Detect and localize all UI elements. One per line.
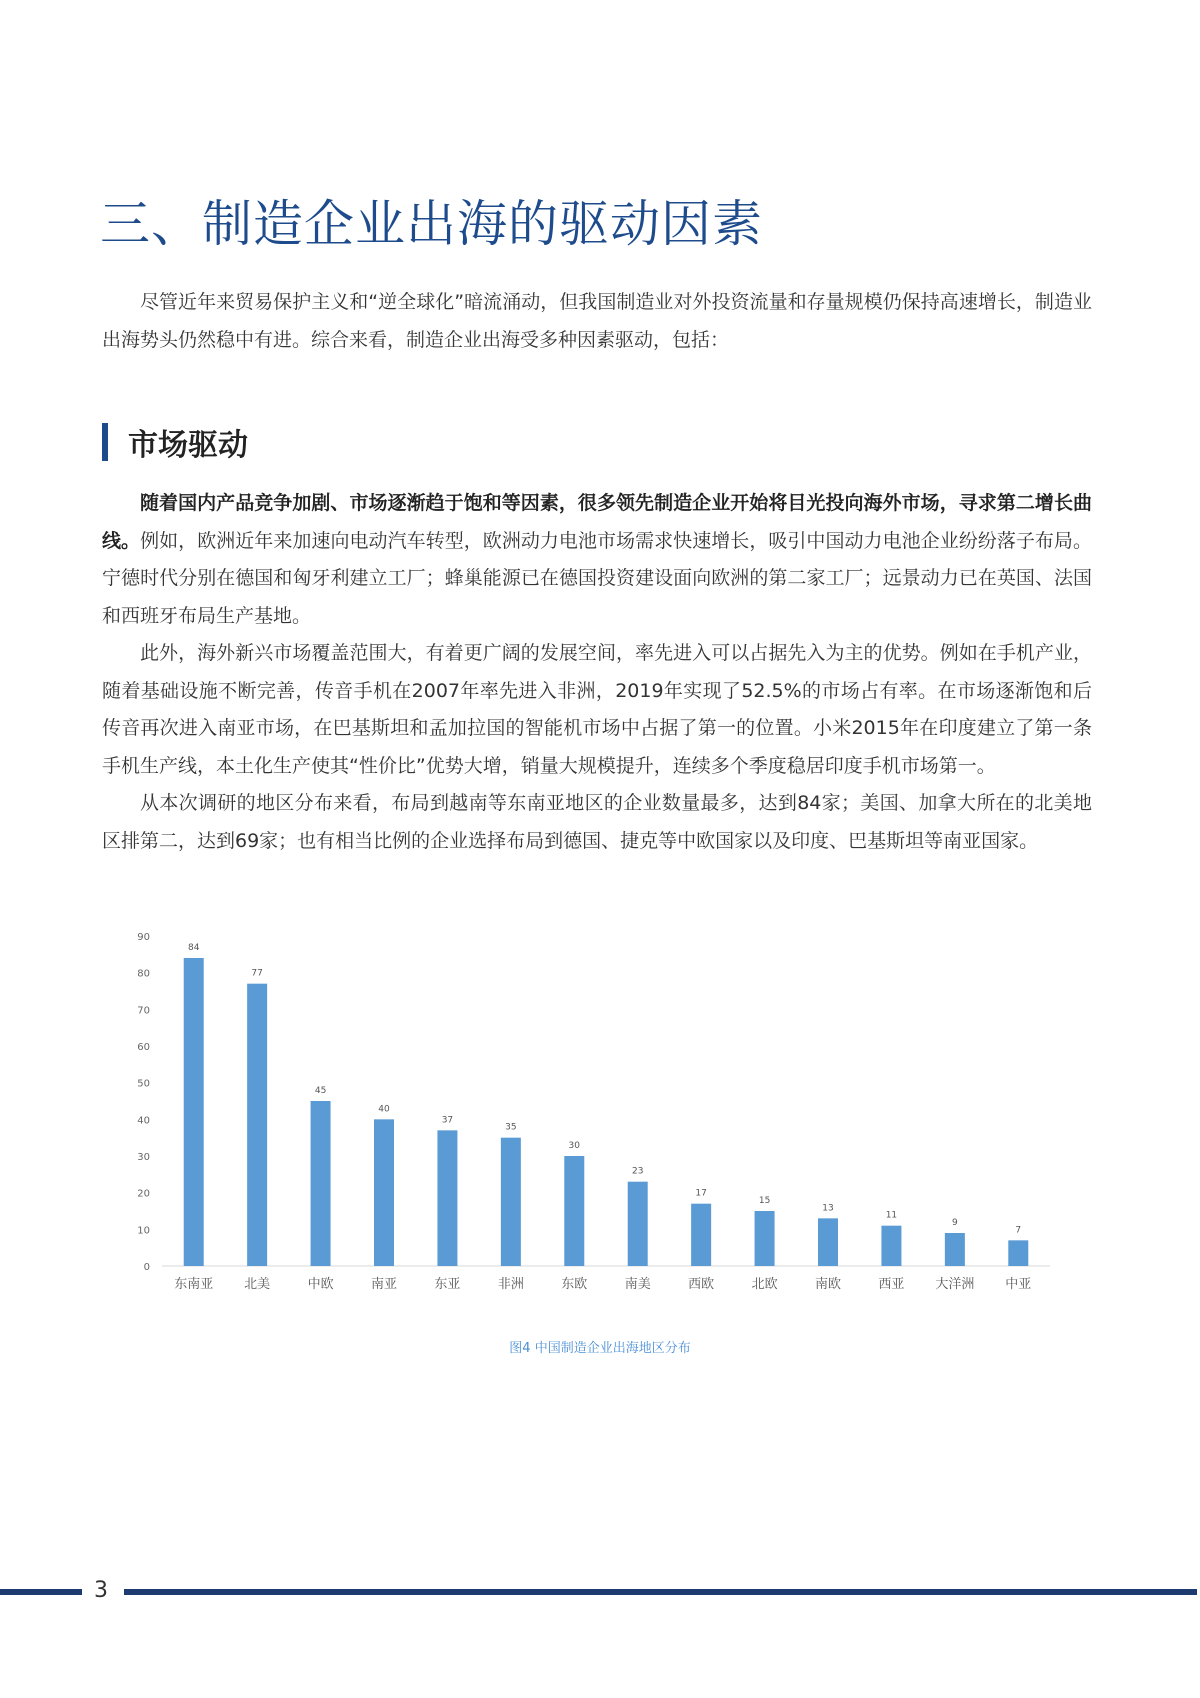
category-label: 南亚 [370,1277,398,1292]
category-label: 东欧 [561,1277,588,1292]
y-tick-label: 70 [137,1005,150,1017]
bar [374,1119,394,1266]
category-label: 非洲 [497,1277,524,1292]
y-tick-label: 30 [137,1152,150,1163]
page-title: 三、制造企业出海的驱动因素 [100,195,763,253]
intro-text: 尽管近年来贸易保护主义和“逆全球化”暗流涌动，但我国制造业对外投资流量和存量规模仍保持高速增长，制造业出海势头仍然稳中有进。综合来看，制造企业出海受多种因素驱动，包括： [102,291,1092,351]
heading-accent-bar [102,423,108,461]
bar [628,1182,648,1266]
data-label: 30 [568,1141,581,1151]
category-label: 大洋洲 [935,1277,975,1292]
data-label: 17 [695,1188,707,1199]
y-tick-label: 20 [137,1188,150,1200]
figure-caption: 图4 中国制造企业出海地区分布 [509,1341,691,1356]
category-label: 北美 [244,1277,271,1292]
data-label: 23 [631,1166,644,1177]
category-label: 北欧 [751,1277,778,1292]
y-tick-label: 0 [143,1262,150,1273]
paragraph-3: 从本次调研的地区分布来看，布局到越南等东南亚地区的企业数量最多，达到84家；美国、加拿大所在的北美地区排第二，达到69家；也有相当比例的企业选择布局到德国、捷克等中欧国家以及印度、巴基斯坦等南亚国家。 [102,792,1092,852]
bar [311,1101,331,1266]
category-label: 中欧 [307,1277,334,1292]
category-label: 西欧 [688,1277,715,1292]
y-tick-label: 40 [137,1115,150,1127]
intro-paragraph [102,284,1092,359]
paragraph-1 [102,485,1092,635]
category-label: 东南亚 [174,1277,214,1292]
bar [247,984,267,1266]
bar [755,1211,775,1266]
page-number: 3 [94,1578,108,1603]
category-label: 西亚 [878,1277,905,1292]
region-bar-chart [100,920,1060,1320]
section-heading-text: 市场驱动 [128,428,248,463]
y-tick-label: 60 [137,1042,150,1053]
footer-line-right [124,1589,1197,1595]
paragraph-1-bold: 随着国内产品竞争加剧、市场逐渐趋于饱和等因素，很多领先制造企业开始将目光投向海外市场，寻求第二增长曲线。 [102,492,1092,552]
data-label: 7 [1015,1225,1022,1236]
bar [691,1204,711,1266]
footer-line-left [0,1589,82,1595]
category-label: 南美 [624,1277,651,1292]
bar [818,1218,838,1266]
y-tick-label: 10 [137,1225,150,1237]
paragraph-1-rest: 例如，欧洲近年来加速向电动汽车转型，欧洲动力电池市场需求快速增长，吸引中国动力电池企业纷纷落子布局。宁德时代分别在德国和匈牙利建立工厂；蜂巢能源已在德国投资建设面向欧洲的第二家工厂；远景动力已在英国、法国和西班牙布局生产基地。 [102,529,1092,627]
data-label: 11 [885,1210,898,1221]
section-body [102,485,1092,860]
category-label: 南欧 [814,1277,842,1292]
data-label: 84 [187,943,200,953]
data-label: 45 [314,1086,327,1096]
y-tick-label: 50 [137,1078,150,1090]
paragraph-2: 此外，海外新兴市场覆盖范围大，有着更广阔的发展空间，率先进入可以占据先入为主的优势。例如在手机产业，随着基础设施不断完善，传音手机在2007年率先进入非洲，2019年实现了52.5%的市场占有率。在市场逐渐饱和后传音再次进入南亚市场，在巴基斯坦和孟加拉国的智能机市场中占据了第一的位置。小米2015年在印度建立了第一条手机生产线，本土化生产使其“性价比”优势大增，销量大规模提升，连续多个季度稳居印度手机市场第一。 [102,642,1092,777]
bar [564,1156,584,1266]
bar [1008,1240,1028,1266]
data-label: 9 [951,1218,958,1228]
category-label: 中亚 [1005,1277,1032,1292]
data-label: 37 [441,1115,454,1126]
bar [184,958,204,1266]
y-tick-label: 90 [137,932,150,943]
data-label: 77 [251,968,263,979]
category-label: 东亚 [434,1277,461,1292]
y-tick-label: 80 [137,968,150,980]
bar [881,1226,901,1266]
bar [501,1138,521,1266]
data-label: 15 [758,1196,771,1206]
data-label: 40 [378,1104,390,1115]
bar [945,1233,965,1266]
data-label: 13 [822,1203,834,1214]
bar [437,1130,457,1266]
data-label: 35 [505,1122,517,1133]
section-heading [102,422,248,462]
